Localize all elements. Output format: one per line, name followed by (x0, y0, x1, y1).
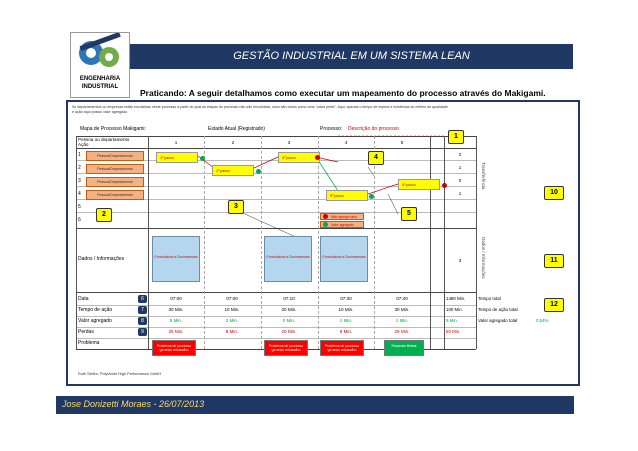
data-cell: 07:40 (396, 296, 408, 301)
value-added-dot (200, 156, 205, 161)
side-badge: 9 (138, 328, 147, 336)
map-label: Mapa de Processo Makigami: (80, 126, 146, 132)
row-number: 6 (78, 217, 81, 223)
metric-label: Valor agregado (78, 318, 112, 324)
data-cell: 07:30 (340, 296, 352, 301)
row-number: 2 (78, 165, 81, 171)
logo-line2: INDUSTRIAL (81, 84, 119, 90)
problem-box: Resposta Bebas (384, 340, 424, 356)
page-subtitle: Praticando: A seguir detalhamos como executar um mapeamento do processo através do Makigami. (140, 88, 546, 98)
no-value-dot (315, 155, 320, 160)
transfer-count: 2 (458, 152, 462, 157)
metric-label: Tempo de ação (78, 307, 113, 313)
transfer-label: Transferência (481, 162, 486, 190)
person-department-box: Pessoa/Departamento (86, 151, 144, 161)
makigami-sheet (66, 100, 580, 386)
process-step: 5º passo (326, 190, 368, 201)
value-added-cell: 1 Min. (395, 318, 409, 323)
data-info-label: Dados / Informações (78, 256, 125, 262)
documents-box: Formulários e Documentos (320, 236, 368, 282)
gear-icon (71, 33, 129, 75)
total-time-label: Tempo total (478, 296, 501, 301)
action-label: Ação (78, 142, 89, 147)
process-step: 3º passo (278, 152, 320, 163)
value-added-cell: 0 Min. (282, 318, 296, 323)
footer-bar (56, 396, 574, 414)
row-number: 1 (78, 152, 81, 158)
callout-badge: 5 (401, 207, 417, 221)
transfer-count: 1 (458, 191, 462, 196)
transfer-count: 1 (458, 165, 462, 170)
transfer-count: 0 (458, 178, 462, 183)
row-number: 3 (78, 178, 81, 184)
person-department-box: Pessoa/Departamento (86, 164, 144, 174)
callout-badge: 1 (448, 130, 464, 144)
no-value-dot (442, 183, 447, 188)
loss-cell: 25 Min. (168, 329, 184, 334)
problem-box: Problema de processo gerando retrabalho (320, 340, 364, 356)
value-added-cell: 5 Min. (169, 318, 183, 323)
intro-text-2: e ação aqui possui valor agregado. (72, 110, 128, 114)
state-label: Estado Atual (Registrado) (208, 126, 265, 132)
problem-box: Problema de processo gerando retrabalho (152, 340, 196, 356)
action-total-value: 100 Min. (446, 307, 463, 312)
data-cell: 07:00 (170, 296, 182, 301)
column-header: 4 (344, 140, 348, 145)
process-step: 4º passo (398, 179, 440, 190)
callout-badge: 12 (544, 298, 564, 312)
person-department-box: Pessoa/Departamento (86, 177, 144, 187)
value-added-dot (369, 194, 374, 199)
metric-label: Perdas (78, 329, 94, 335)
loss-cell: 20 Min. (281, 329, 297, 334)
callout-badge: 11 (544, 254, 564, 268)
action-time-cell: 30 Min. (394, 307, 410, 312)
value-added-cell: 2 Min. (225, 318, 239, 323)
data-side-label: Dados / Informações (481, 237, 486, 279)
person-department-box: Pessoa/Departamento (86, 190, 144, 200)
legend-value: Valor agregado (320, 221, 364, 228)
va-total-value: 9 Min. (446, 318, 458, 323)
process-step: 1º passo (156, 152, 198, 163)
action-time-cell: 30 Min. (168, 307, 184, 312)
loss-cell: 9 Min. (339, 329, 353, 334)
value-added-cell: 1 Min. (339, 318, 353, 323)
callout-badge: 10 (544, 186, 564, 200)
loss-cell: 8 Min. (225, 329, 239, 334)
side-badge: 6 (138, 295, 147, 303)
data-count: 3 (458, 258, 462, 263)
side-badge: 8 (138, 317, 147, 325)
logo (70, 32, 130, 98)
loss-cell: 29 Min. (394, 329, 410, 334)
data-cell: 07:10 (283, 296, 295, 301)
column-header: 3 (287, 140, 291, 145)
action-time-cell: 10 Min. (224, 307, 240, 312)
column-header: 1 (174, 140, 178, 145)
row-number: 5 (78, 204, 81, 210)
documents-box: Formulários e Documentos (264, 236, 312, 282)
metric-label: Data (78, 296, 89, 302)
legend-red-dot (323, 214, 328, 219)
data-cell: 07:00 (226, 296, 238, 301)
column-header: 2 (231, 140, 235, 145)
callout-badge: 2 (96, 208, 112, 222)
footer-author-date: Jose Donizetti Moraes - 26/07/2013 (62, 399, 205, 409)
title-bar (130, 44, 573, 69)
legend-green-dot (323, 222, 328, 227)
column-header: 5 (400, 140, 404, 145)
legend-no-value: Não agrega valor (320, 213, 364, 220)
persons-label: Pessoa ou departamento (78, 137, 130, 142)
total-time-value: 1480 Min. (446, 296, 466, 301)
problem-box: Problema de processo gerando retrabalho (264, 340, 308, 356)
page-title: GESTÃO INDUSTRIAL EM UM SISTEMA LEAN (233, 50, 470, 62)
metric-label: Problema (78, 340, 100, 346)
intro-text-1: Se departamentos ou empresas estão envolvidas neste processo a partir do qual as etapas do processo não são envolvidas, seus são vistos como uma "caixa preta". Aqui, apenas o tempo de espera e existência do critério de qualidade (72, 105, 448, 109)
documents-box: Formulários e Documentos (152, 236, 200, 282)
action-time-cell: 20 Min. (281, 307, 297, 312)
side-badge: 7 (138, 306, 147, 314)
callout-badge: 4 (368, 151, 384, 165)
value-added-dot (256, 169, 261, 174)
logo-line1: ENGENHARIA (79, 76, 121, 82)
process-label: Processo: (320, 126, 343, 132)
va-percent: 0,54% (536, 318, 549, 323)
va-total-label: Valor agregado total (478, 318, 518, 323)
process-value: Descrição do processo (348, 126, 399, 132)
row-number: 4 (78, 191, 81, 197)
credit-text: Ruth Siefen, Polyvinide High Performance GmbH (78, 372, 161, 376)
action-time-cell: 10 Min. (338, 307, 354, 312)
process-step: 2º passo (212, 165, 254, 176)
loss-total-value: 50 Min. (446, 329, 461, 334)
action-total-label: Tempo de ação total (478, 307, 518, 312)
callout-badge: 3 (228, 200, 244, 214)
